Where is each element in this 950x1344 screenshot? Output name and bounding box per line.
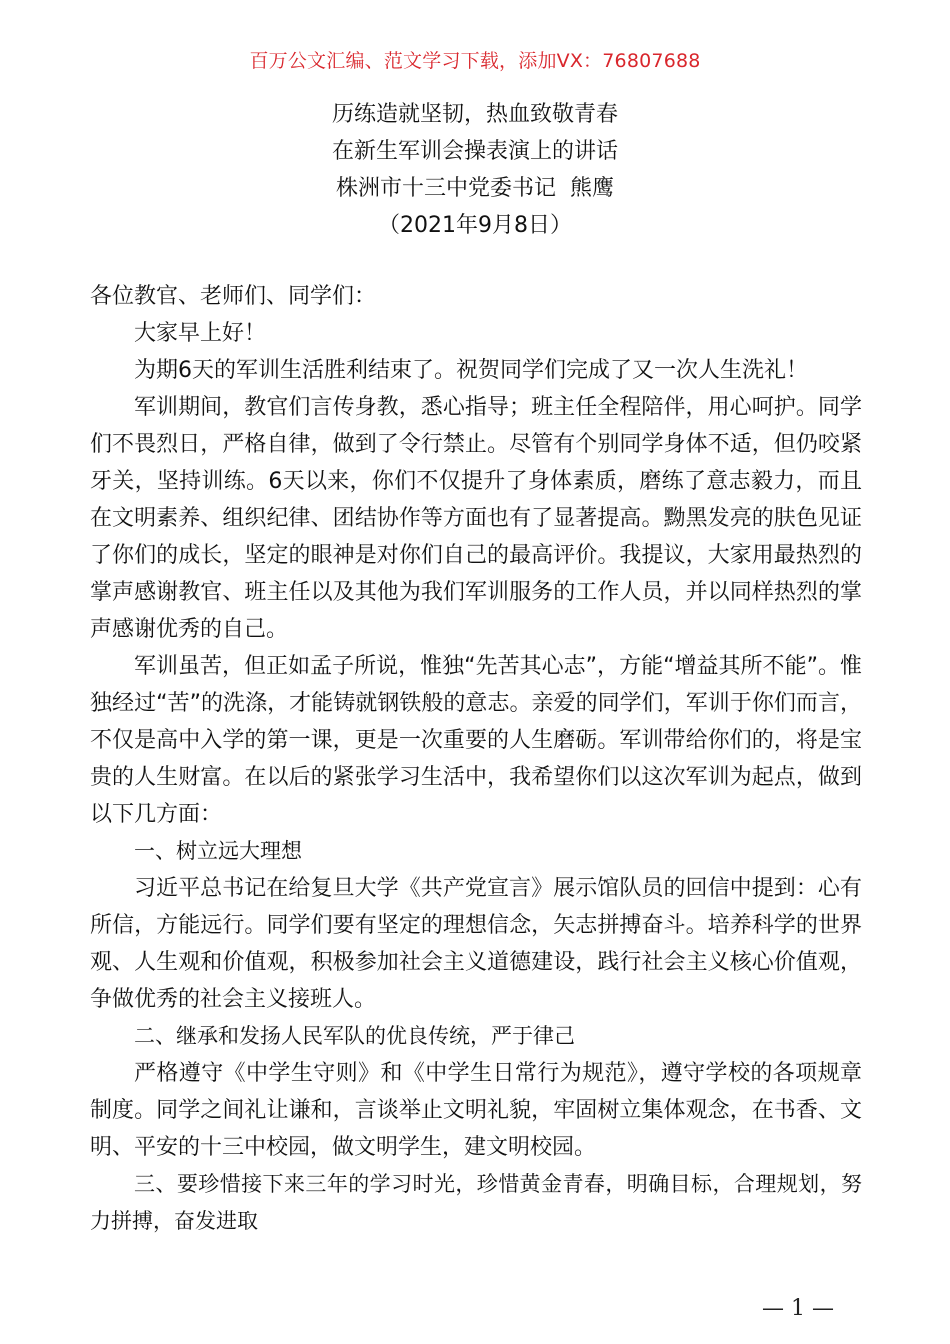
watermark-banner: 百万公文汇编、范文学习下载，添加VX：76807688 (249, 50, 701, 72)
speech-date: （2021年9月8日） (378, 213, 572, 238)
section-heading-1: 一、树立远大理想 (134, 839, 302, 863)
speech-body (90, 278, 862, 1240)
paragraph-2: 军训期间，教官们言传身教，悉心指导；班主任全程陪伴，用心呵护。同学们不畏烈日，严格自律，做到了令行禁止。尽管有个别同学身体不适，但仍咬紧牙关，坚持训练。6天以来，你们不仅提升了身体素质，磨练了意志毅力，而且在文明素养、组织纪律、团结协作等方面也有了显著提高。黝黑发亮的肤色见证了你们的成长，坚定的眼神是对你们自己的最高评价。我提议，大家用最热烈的掌声感谢教官、班主任以及其他为我们军训服务的工作人员，并以同样热烈的掌声感谢优秀的自己。 (90, 395, 862, 642)
title-block (0, 96, 950, 244)
paragraph-5: 严格遵守《中学生守则》和《中学生日常行为规范》，遵守学校的各项规章制度。同学之间礼让谦和，言谈举止文明礼貌，牢固树立集体观念，在书香、文明、平安的十三中校园，做文明学生，建文明校园。 (90, 1061, 862, 1160)
main-title: 历练造就坚韧，热血致敬青春 (331, 102, 618, 127)
paragraph-4: 习近平总书记在给复旦大学《共产党宣言》展示馆队员的回信中提到：心有所信，方能远行。同学们要有坚定的理想信念，矢志拼搏奋斗。培养科学的世界观、人生观和价值观，积极参加社会主义道德建设，践行社会主义核心价值观，争做优秀的社会主义接班人。 (90, 876, 862, 1012)
subtitle: 在新生军训会操表演上的讲话 (331, 139, 618, 164)
greeting: 大家早上好！ (134, 321, 267, 346)
page-number: — 1 — (762, 1296, 834, 1321)
paragraph-1: 为期6天的军训生活胜利结束了。祝贺同学们完成了又一次人生洗礼！ (134, 358, 808, 383)
speaker-line: 株洲市十三中党委书记 熊鹰 (336, 176, 614, 201)
salutation: 各位教官、老师们、同学们： (90, 284, 377, 309)
section-heading-3: 三、要珍惜接下来三年的学习时光，珍惜黄金青春，明确目标，合理规划，努力拼搏，奋发进取 (90, 1172, 862, 1233)
section-heading-2: 二、继承和发扬人民军队的优良传统，严于律己 (134, 1024, 575, 1048)
paragraph-3: 军训虽苦，但正如孟子所说，惟独“先苦其心志”，方能“增益其所不能”。惟独经过“苦”的洗涤，才能铸就钢铁般的意志。亲爱的同学们，军训于你们而言，不仅是高中入学的第一课，更是一次重要的人生磨砺。军训带给你们的，将是宝贵的人生财富。在以后的紧张学习生活中，我希望你们以这次军训为起点，做到以下几方面： (90, 654, 862, 827)
